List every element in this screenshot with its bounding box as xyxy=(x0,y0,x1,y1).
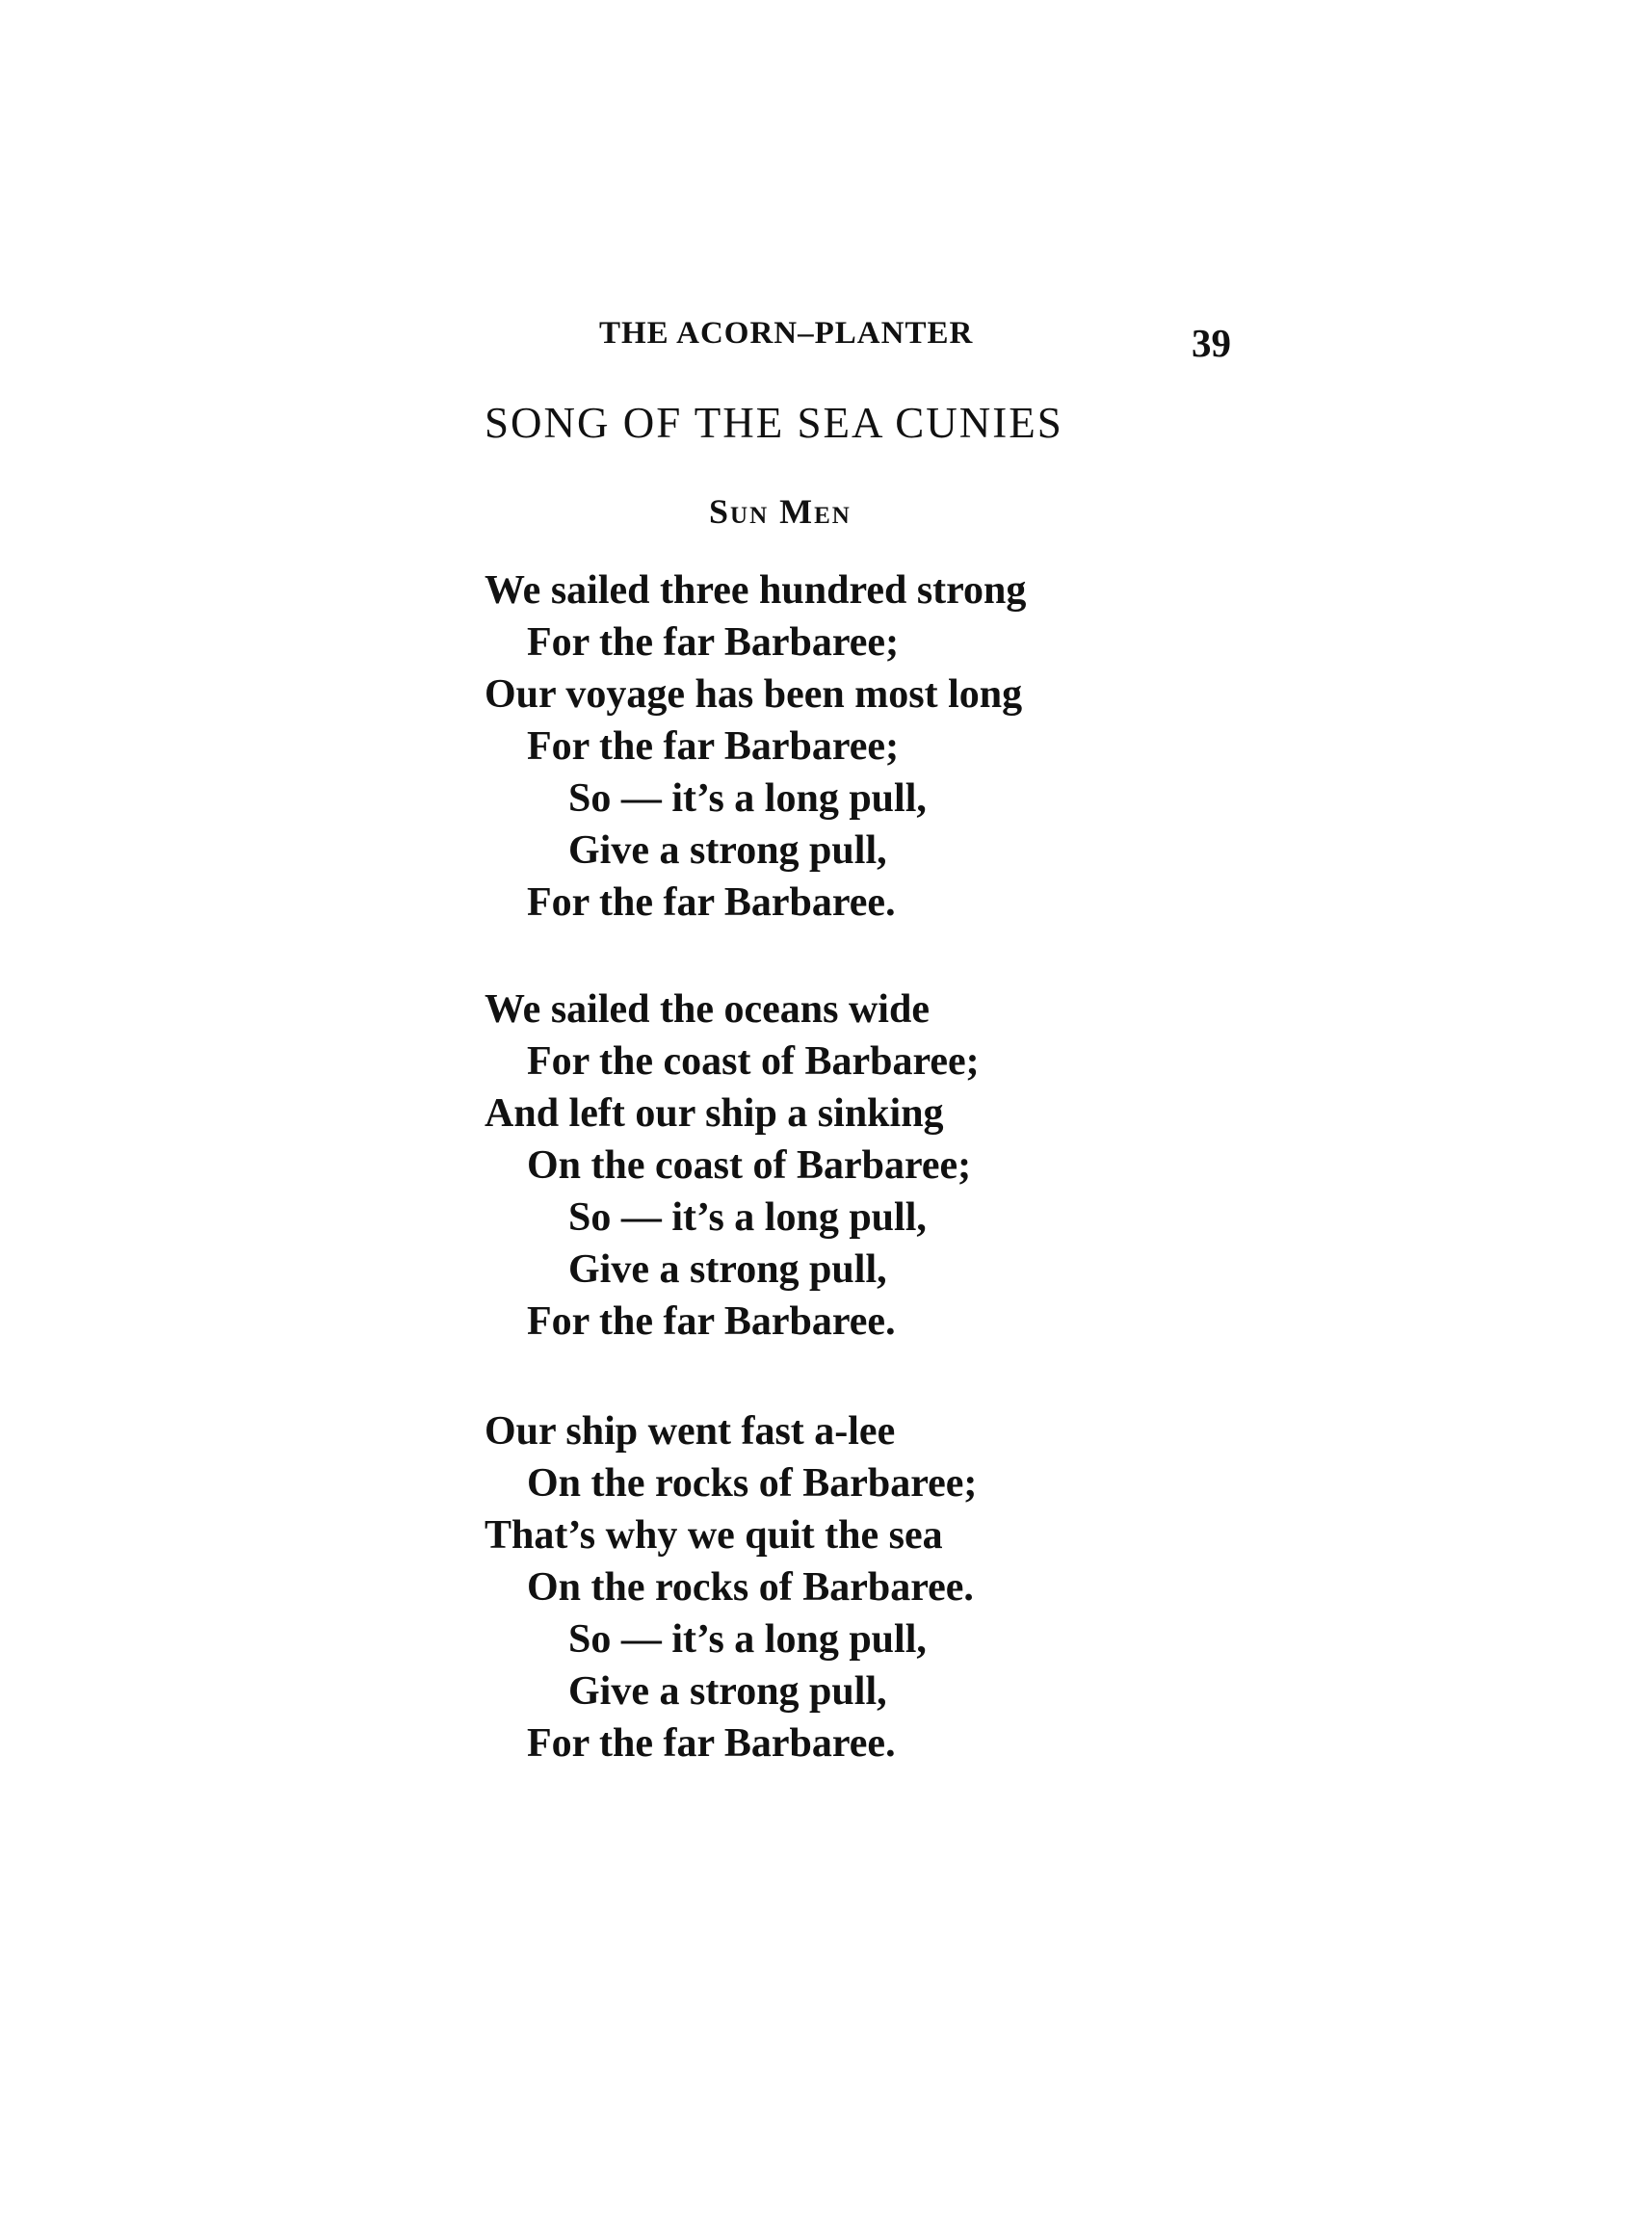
poem-subtitle: Sun Men xyxy=(709,492,852,531)
poem-line: On the coast of Barbaree; xyxy=(527,1143,972,1188)
poem-line: We sailed the oceans wide xyxy=(485,987,930,1032)
poem-line: And left our ship a sinking xyxy=(485,1091,944,1136)
poem-title: SONG OF THE SEA CUNIES xyxy=(485,399,1063,447)
running-head: THE ACORN–PLANTER xyxy=(599,316,974,351)
poem-line: Give a strong pull, xyxy=(568,828,887,873)
page-number: 39 xyxy=(1192,321,1231,365)
poem-line: So — it’s a long pull, xyxy=(568,1617,927,1662)
poem-line: Our ship went fast a-lee xyxy=(485,1409,896,1454)
stanza-2 xyxy=(485,983,980,1348)
poem-line: For the far Barbaree. xyxy=(527,1721,896,1766)
poem-line: That’s why we quit the sea xyxy=(485,1513,943,1558)
poem-line: For the far Barbaree. xyxy=(527,880,896,925)
poem-line: For the far Barbaree; xyxy=(527,724,900,769)
poem-line: So — it’s a long pull, xyxy=(568,776,927,821)
poem-line: We sailed three hundred strong xyxy=(485,568,1027,613)
poem-line: On the rocks of Barbaree; xyxy=(527,1461,978,1506)
poem-line: For the far Barbaree; xyxy=(527,620,900,665)
stanza-1 xyxy=(485,564,1026,929)
poem-line: For the coast of Barbaree; xyxy=(527,1039,980,1084)
poem-line: On the rocks of Barbaree. xyxy=(527,1565,974,1610)
poem-line: So — it’s a long pull, xyxy=(568,1195,927,1240)
poem-line: Give a strong pull, xyxy=(568,1669,887,1714)
poem-line: Our voyage has been most long xyxy=(485,672,1023,717)
poem-line: For the far Barbaree. xyxy=(527,1299,896,1344)
stanza-3 xyxy=(485,1405,977,1769)
poem-line: Give a strong pull, xyxy=(568,1247,887,1292)
